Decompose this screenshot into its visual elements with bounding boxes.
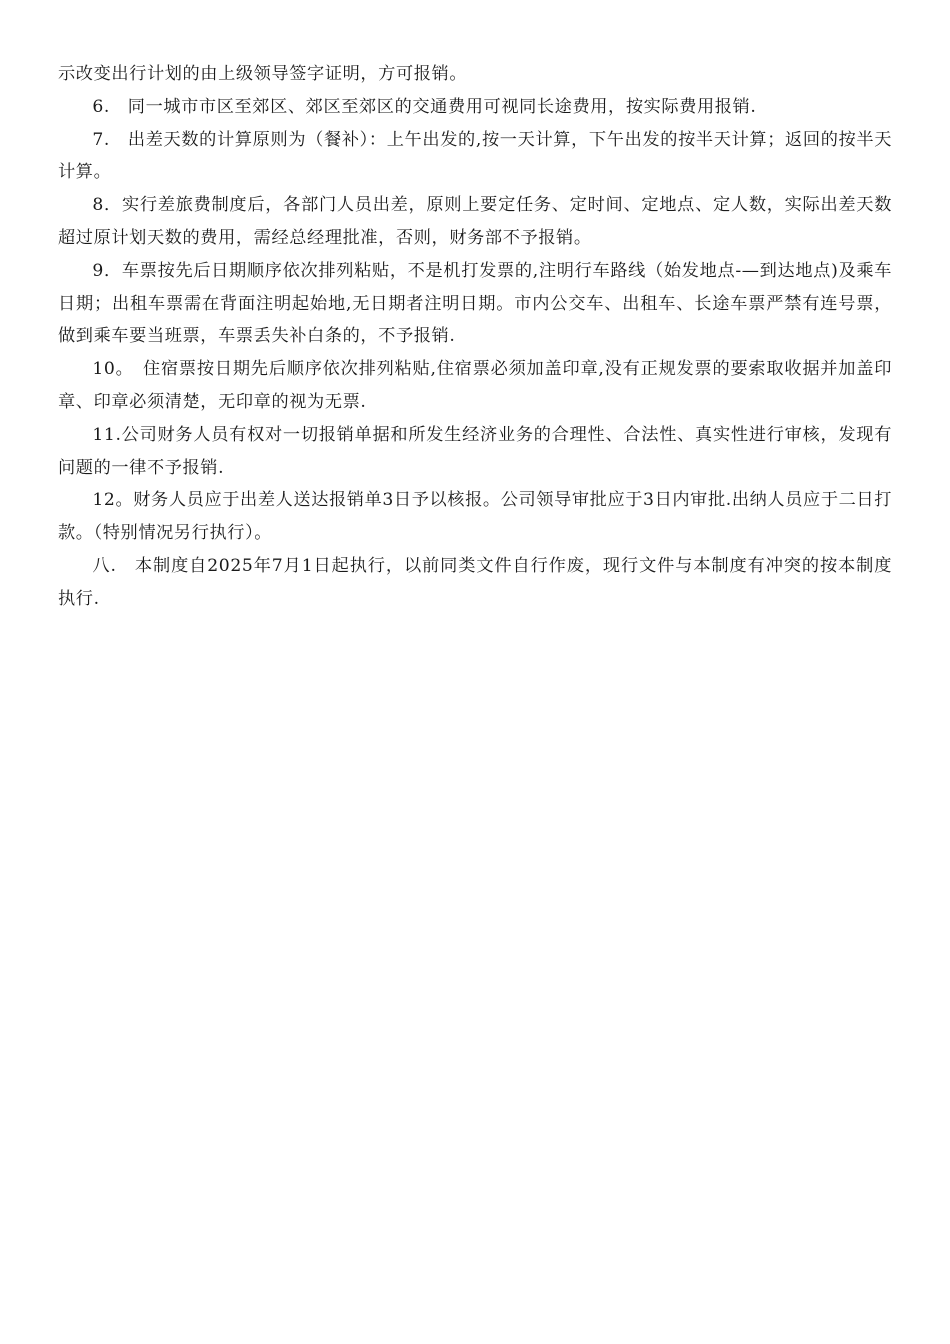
paragraph-continuation: 示改变出行计划的由上级领导签字证明，方可报销。 xyxy=(58,64,468,84)
paragraph-item-11: 11.公司财务人员有权对一切报销单据和所发生经济业务的合理性、合法性、真实性进行审核，发现有问题的一律不予报销. xyxy=(58,424,892,478)
paragraph-item-6: 6. 同一城市市区至郊区、郊区至郊区的交通费用可视同长途费用，按实际费用报销. xyxy=(92,96,757,117)
paragraph-item-8: 8．实行差旅费制度后，各部门人员出差，原则上要定任务、定时间、定地点、定人数，实际出差天数超过原计划天数的费用，需经总经理批准，否则，财务部不予报销。 xyxy=(58,195,892,248)
document-body xyxy=(58,58,892,616)
paragraph-item-10: 10。 住宿票按日期先后顺序依次排列粘贴,住宿票必须加盖印章,没有正规发票的要索取收据并加盖印章、印章必须清楚，无印章的视为无票. xyxy=(58,359,892,412)
paragraph-section-8: 八. 本制度自2025年7月1日起执行，以前同类文件自行作废，现行文件与本制度有冲突的按本制度执行. xyxy=(58,555,892,609)
paragraph-item-9: 9．车票按先后日期顺序依次排列粘贴，不是机打发票的,注明行车路线（始发地点-—到达地点)及乘车日期；出租车票需在背面注明起始地,无日期者注明日期。市内公交车、出租车、长途车票严禁有连号票，做到乘车要当班票，车票丢失补白条的，不予报销. xyxy=(58,260,892,347)
paragraph-item-7: 7. 出差天数的计算原则为（餐补）：上午出发的,按一天计算，下午出发的按半天计算；返回的按半天计算。 xyxy=(58,129,892,183)
paragraph-item-12: 12。财务人员应于出差人送达报销单3日予以核报。公司领导审批应于3日内审批.出纳人员应于二日打款。（特别情况另行执行）。 xyxy=(58,490,892,544)
